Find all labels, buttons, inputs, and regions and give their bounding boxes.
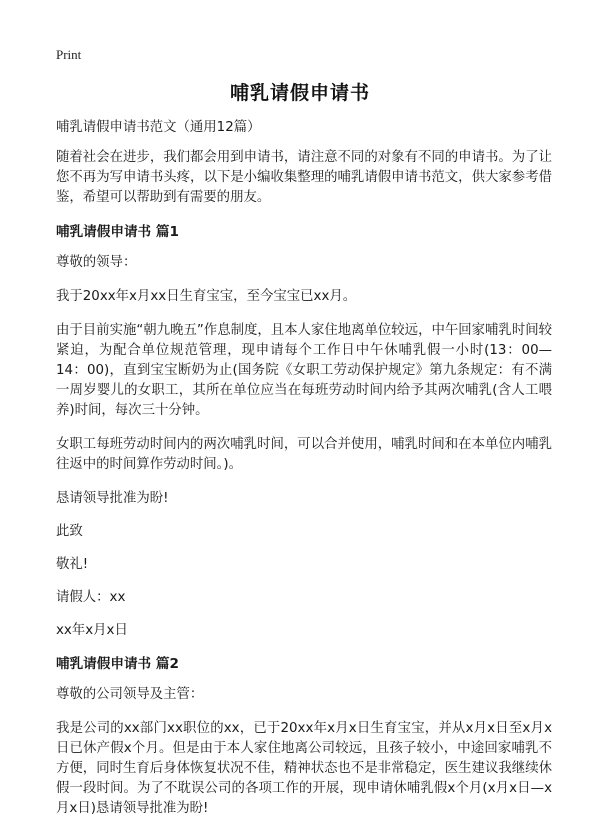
section-1-heading: 哺乳请假申请书 篇1 <box>56 224 179 240</box>
section-2-heading: 哺乳请假申请书 篇2 <box>56 656 179 672</box>
section-1-date: xx年x月x日 <box>56 623 128 638</box>
section-1-closing: 敬礼! <box>56 557 89 572</box>
document-subtitle: 哺乳请假申请书范文（通用12篇） <box>56 120 261 135</box>
document-title: 哺乳请假申请书 <box>229 82 370 104</box>
print-link[interactable]: Print <box>56 47 82 62</box>
section-1-paragraph: 女职工每班劳动时间内的两次哺乳时间，可以合并使用，哺乳时间和在本单位内哺乳往返中的时间算作劳动时间。)。 <box>56 437 552 472</box>
document-body <box>56 118 552 833</box>
section-1-request: 恳请领导批准为盼! <box>56 491 169 506</box>
section-1-greeting: 尊敬的领导： <box>56 255 137 270</box>
intro-paragraph: 随着社会在进步，我们都会用到申请书，请注意不同的对象有不同的申请书。为了让您不再为写申请书头疼，以下是小编收集整理的哺乳请假申请书范文，供大家参考借鉴，希望可以帮助到有需要的朋友。 <box>56 150 552 205</box>
section-1-signature: 请假人：xx <box>56 590 126 605</box>
section-1-paragraph: 由于目前实施“朝九晚五”作息制度，且本人家住地离单位较远，中午回家哺乳时间较紧迫，为配合单位规范管理，现申请每个工作日中午休哺乳假一小时(13：00—14：00)，直到宝宝断奶为止(国务院《女职工劳动保护规定》第九条规定：有不满一周岁婴儿的女职工，其所在单位应当在每班劳动时间内给予其两次哺乳(含人工喂养)时间，每次三十分钟。 <box>56 323 552 418</box>
section-2-paragraph: 我是公司的xx部门xx职位的xx，已于20xx年x月x日生育宝宝，并从x月x日至x月x日已休产假x个月。但是由于本人家住地离公司较远，且孩子较小，中途回家哺乳不方便，同时生育后身体恢复状况不佳，精神状态也不是非常稳定，医生建议我继续休假一段时间。为了不耽误公司的各项工作的开展，现申请休哺乳假x个月(x月x日—x月x日)恳请领导批准为盼! <box>56 721 552 816</box>
section-1-paragraph: 我于20xx年x月xx日生育宝宝，至今宝宝已xx月。 <box>56 289 357 304</box>
section-1-closing: 此致 <box>56 524 83 539</box>
section-2-greeting: 尊敬的公司领导及主管： <box>56 687 204 702</box>
